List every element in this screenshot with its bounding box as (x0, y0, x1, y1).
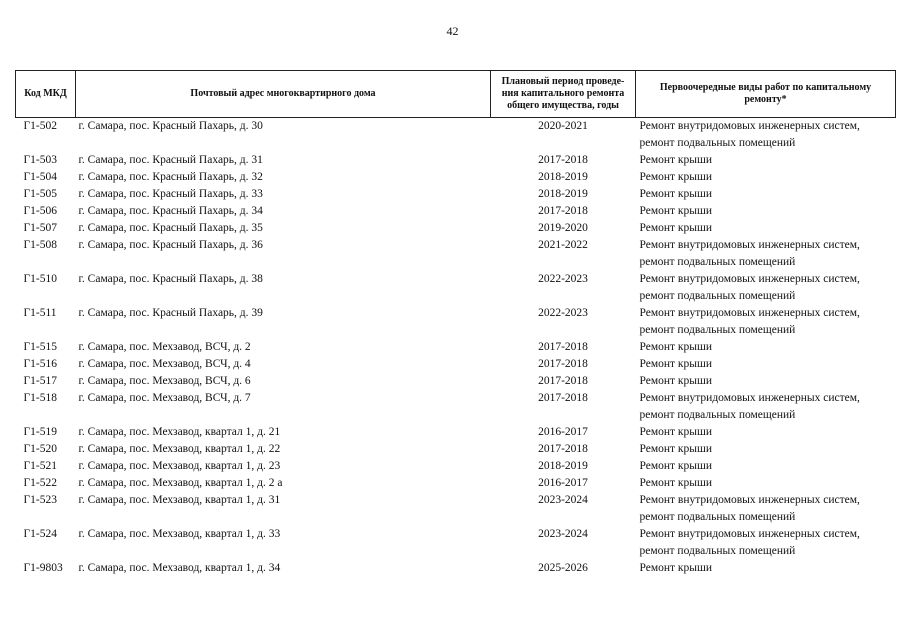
cell-period: 2017-2018 (538, 154, 588, 166)
cell-period: 2020-2021 (538, 120, 588, 132)
table-row (16, 475, 896, 492)
cell-address: г. Самара, пос. Красный Пахарь, д. 35 (78, 222, 263, 234)
table-row (16, 203, 896, 220)
cell-period: 2017-2018 (538, 205, 588, 217)
cell-period: 2023-2024 (538, 528, 588, 540)
cell-works: Ремонт внутридомовых инженерных систем, ремонт подвальных помещений (639, 120, 860, 149)
cell-period: 2025-2026 (538, 562, 588, 574)
cell-period: 2017-2018 (538, 358, 588, 370)
cell-works: Ремонт крыши (639, 562, 713, 574)
cell-code: Г1-507 (23, 222, 57, 234)
cell-code: Г1-508 (23, 239, 57, 251)
table-row (16, 271, 896, 305)
cell-code: Г1-511 (23, 307, 57, 319)
table-row (16, 390, 896, 424)
cell-period: 2022-2023 (538, 273, 588, 285)
cell-address: г. Самара, пос. Красный Пахарь, д. 39 (78, 307, 263, 319)
header-address: Почтовый адрес многоквартирного дома (76, 71, 491, 118)
cell-works: Ремонт внутридомовых инженерных систем, ремонт подвальных помещений (639, 239, 860, 268)
cell-code: Г1-516 (23, 358, 57, 370)
cell-code: Г1-524 (23, 528, 57, 540)
cell-works: Ремонт внутридомовых инженерных систем, ремонт подвальных помещений (639, 392, 860, 421)
cell-works: Ремонт внутридомовых инженерных систем, ремонт подвальных помещений (639, 528, 860, 557)
cell-period: 2019-2020 (538, 222, 588, 234)
cell-address: г. Самара, пос. Красный Пахарь, д. 30 (78, 120, 263, 132)
header-works: Первоочередные виды работ по капитальному ремонту* (636, 71, 896, 118)
cell-address: г. Самара, пос. Красный Пахарь, д. 36 (78, 239, 263, 251)
cell-address: г. Самара, пос. Мехзавод, квартал 1, д. 34 (78, 562, 281, 574)
cell-works: Ремонт крыши (639, 426, 713, 438)
capital-repair-table (15, 70, 896, 577)
cell-works: Ремонт внутридомовых инженерных систем, ремонт подвальных помещений (639, 273, 860, 302)
table-row (16, 220, 896, 237)
cell-period: 2018-2019 (538, 188, 588, 200)
table-row (16, 441, 896, 458)
cell-code: Г1-503 (23, 154, 57, 166)
table-row (16, 237, 896, 271)
table-row (16, 373, 896, 390)
cell-address: г. Самара, пос. Мехзавод, квартал 1, д. 21 (78, 426, 281, 438)
cell-code: Г1-517 (23, 375, 57, 387)
cell-works: Ремонт крыши (639, 443, 713, 455)
table-body (16, 118, 896, 578)
cell-period: 2018-2019 (538, 171, 588, 183)
cell-address: г. Самара, пос. Мехзавод, ВСЧ, д. 2 (78, 341, 251, 353)
cell-code: Г1-502 (23, 120, 57, 132)
table-row (16, 458, 896, 475)
cell-code: Г1-504 (23, 171, 57, 183)
table-row (16, 169, 896, 186)
cell-works: Ремонт крыши (639, 171, 713, 183)
cell-period: 2021-2022 (538, 239, 588, 251)
header-period: Плановый период проведе-ния капитального ремонта общего имущества, годы (491, 71, 636, 118)
cell-address: г. Самара, пос. Красный Пахарь, д. 32 (78, 171, 263, 183)
cell-works: Ремонт внутридомовых инженерных систем, ремонт подвальных помещений (639, 307, 860, 336)
table-row (16, 152, 896, 169)
cell-address: г. Самара, пос. Красный Пахарь, д. 31 (78, 154, 263, 166)
table-row (16, 424, 896, 441)
table-row (16, 118, 896, 153)
cell-works: Ремонт крыши (639, 477, 713, 489)
table-row (16, 492, 896, 526)
cell-code: Г1-519 (23, 426, 57, 438)
cell-period: 2017-2018 (538, 443, 588, 455)
cell-works: Ремонт крыши (639, 222, 713, 234)
cell-address: г. Самара, пос. Мехзавод, квартал 1, д. 33 (78, 528, 281, 540)
header-code: Код МКД (16, 71, 76, 118)
cell-code: Г1-510 (23, 273, 57, 285)
cell-works: Ремонт крыши (639, 154, 713, 166)
cell-code: Г1-518 (23, 392, 57, 404)
cell-period: 2016-2017 (538, 426, 588, 438)
cell-period: 2018-2019 (538, 460, 588, 472)
table-row (16, 186, 896, 203)
cell-works: Ремонт крыши (639, 341, 713, 353)
cell-period: 2017-2018 (538, 375, 588, 387)
cell-address: г. Самара, пос. Мехзавод, ВСЧ, д. 7 (78, 392, 251, 404)
page-number: 42 (446, 24, 459, 38)
cell-period: 2017-2018 (538, 341, 588, 353)
table-row (16, 526, 896, 560)
cell-works: Ремонт крыши (639, 460, 713, 472)
cell-address: г. Самара, пос. Мехзавод, ВСЧ, д. 4 (78, 358, 251, 370)
cell-address: г. Самара, пос. Мехзавод, квартал 1, д. 22 (78, 443, 281, 455)
cell-address: г. Самара, пос. Мехзавод, квартал 1, д. 2 а (78, 477, 283, 489)
cell-address: г. Самара, пос. Красный Пахарь, д. 33 (78, 188, 263, 200)
cell-code: Г1-515 (23, 341, 57, 353)
cell-code: Г1-506 (23, 205, 57, 217)
cell-address: г. Самара, пос. Мехзавод, квартал 1, д. 23 (78, 460, 281, 472)
table-row (16, 560, 896, 577)
cell-code: Г1-505 (23, 188, 57, 200)
table-header-row (16, 71, 896, 118)
cell-works: Ремонт крыши (639, 205, 713, 217)
cell-period: 2022-2023 (538, 307, 588, 319)
cell-address: г. Самара, пос. Красный Пахарь, д. 38 (78, 273, 263, 285)
table-row (16, 356, 896, 373)
cell-works: Ремонт крыши (639, 358, 713, 370)
table-row (16, 305, 896, 339)
cell-period: 2017-2018 (538, 392, 588, 404)
cell-period: 2016-2017 (538, 477, 588, 489)
cell-address: г. Самара, пос. Мехзавод, ВСЧ, д. 6 (78, 375, 251, 387)
cell-code: Г1-521 (23, 460, 57, 472)
table-row (16, 339, 896, 356)
cell-code: Г1-523 (23, 494, 57, 506)
cell-period: 2023-2024 (538, 494, 588, 506)
cell-address: г. Самара, пос. Мехзавод, квартал 1, д. 31 (78, 494, 281, 506)
cell-code: Г1-9803 (23, 562, 63, 574)
cell-works: Ремонт крыши (639, 375, 713, 387)
cell-code: Г1-522 (23, 477, 57, 489)
cell-works: Ремонт крыши (639, 188, 713, 200)
cell-works: Ремонт внутридомовых инженерных систем, ремонт подвальных помещений (639, 494, 860, 523)
cell-code: Г1-520 (23, 443, 57, 455)
cell-address: г. Самара, пос. Красный Пахарь, д. 34 (78, 205, 263, 217)
